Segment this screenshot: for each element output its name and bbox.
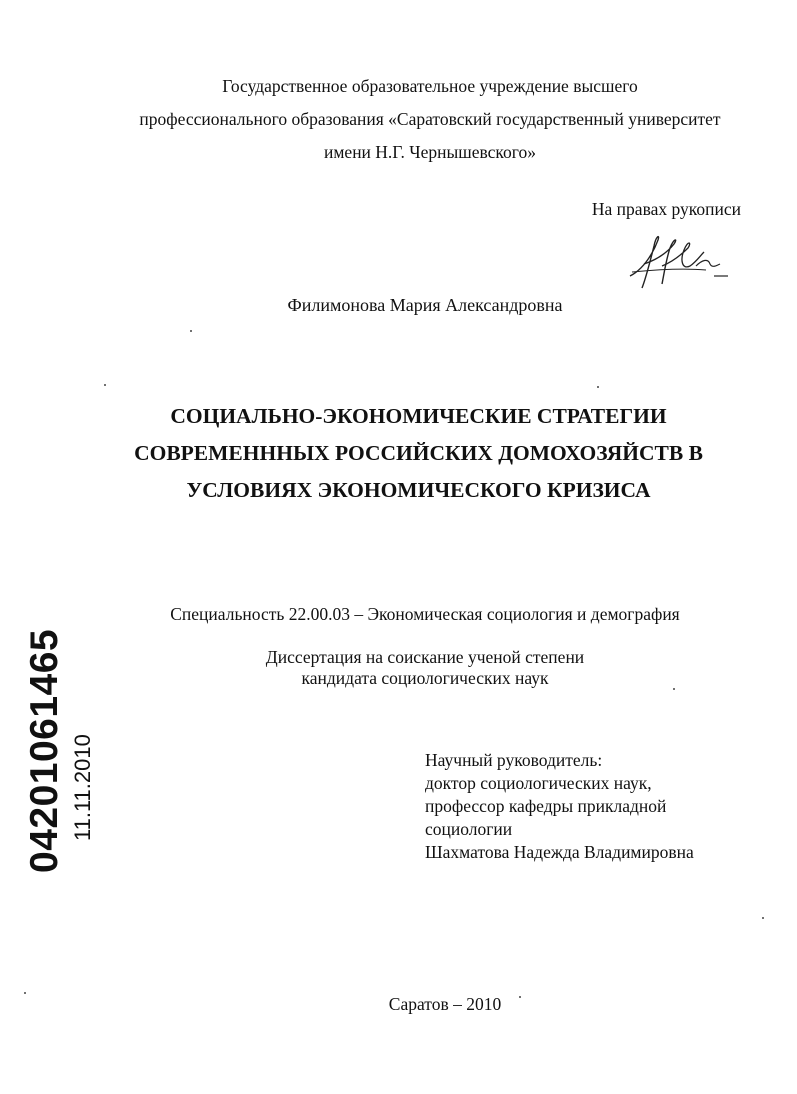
scan-speck <box>190 330 192 332</box>
stamp-number: 04201061465 <box>23 628 66 873</box>
advisor-department: социологии <box>425 819 513 839</box>
institution-line-2: профессионального образования «Саратовский государственный университет <box>139 109 721 129</box>
scan-speck <box>762 917 764 919</box>
advisor-name: Шахматова Надежда Владимировна <box>425 842 694 862</box>
degree-statement <box>0 647 797 689</box>
scientific-advisor <box>425 749 694 864</box>
manuscript-note: На правах рукописи <box>591 199 741 219</box>
advisor-degree: доктор социологических наук, <box>425 773 652 793</box>
specialty: Специальность 22.00.03 – Экономическая социология и демография <box>170 604 680 624</box>
thesis-title-line-1: СОЦИАЛЬНО-ЭКОНОМИЧЕСКИЕ СТРАТЕГИИ <box>170 404 667 428</box>
degree-line-1: Диссертация на соискание ученой степени <box>265 647 585 667</box>
author-signature <box>622 226 732 296</box>
author-name: Филимонова Мария Александровна <box>287 295 563 315</box>
stamp-date: 11.11.2010 <box>70 734 95 842</box>
degree-line-2: кандидата социологических наук <box>301 668 549 688</box>
thesis-title <box>0 398 797 509</box>
institution-header <box>80 70 780 169</box>
scan-speck <box>24 992 26 994</box>
thesis-title-line-2: СОВРЕМЕНННЫХ РОССИЙСКИХ ДОМОХОЗЯЙСТВ В <box>134 441 703 465</box>
city-year: Саратов – 2010 <box>388 994 502 1014</box>
scan-speck <box>519 996 521 998</box>
institution-line-3: имени Н.Г. Чернышевского» <box>323 142 536 162</box>
library-stamp <box>8 628 96 875</box>
scan-speck <box>597 386 599 388</box>
scan-speck <box>673 688 675 690</box>
advisor-label: Научный руководитель: <box>425 750 603 770</box>
advisor-position: профессор кафедры прикладной <box>425 796 667 816</box>
scan-speck <box>104 384 106 386</box>
thesis-title-line-3: УСЛОВИЯХ ЭКОНОМИЧЕСКОГО КРИЗИСА <box>186 478 651 502</box>
institution-line-1: Государственное образовательное учреждение высшего <box>222 76 638 96</box>
